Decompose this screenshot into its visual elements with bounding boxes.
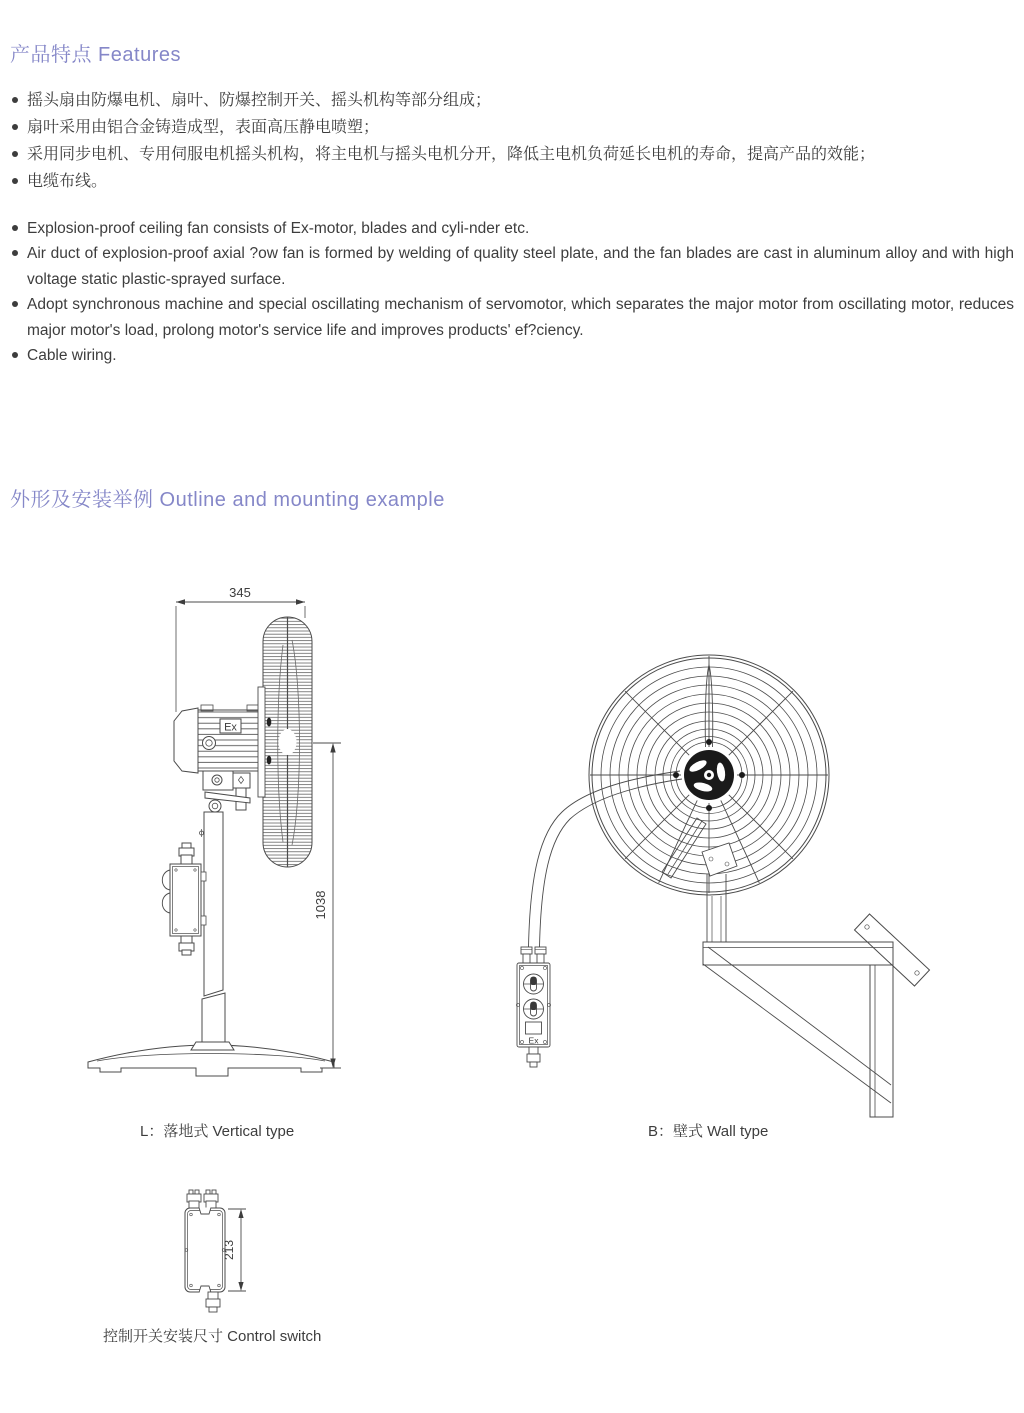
- features-section-title: 产品特点 Features: [10, 44, 181, 66]
- motor-front-cap: [174, 708, 198, 773]
- mounting-plate: [855, 914, 930, 986]
- dimension-width-value: 345: [229, 585, 251, 600]
- en-bullet-3: Adopt synchronous machine and special oscillating mechanism of servomotor, which separates the major motor from oscillating motor, reduces major motor's load, prolong motor's service life and improves products' ef?ciency.: [10, 292, 1014, 343]
- base-collar: [191, 1042, 234, 1050]
- dimension-switch-value: 213: [222, 1239, 236, 1261]
- switch-ex-mark: Ex: [528, 1035, 539, 1046]
- switch-knob-2: [524, 999, 544, 1019]
- dimension-height-1038: [313, 743, 341, 1068]
- pedestal-control-box: [162, 843, 206, 955]
- fan-guard-side: [258, 617, 312, 867]
- technical-drawings: [0, 570, 1024, 1330]
- fan-motor: [174, 705, 262, 773]
- en-bullet-4: Cable wiring.: [10, 343, 1014, 368]
- cn-bullet-2: 扇叶采用由铝合金铸造成型，表面高压静电喷塑；: [10, 114, 1012, 141]
- cn-bullet-3: 采用同步电机、专用伺服电机摇头机构，将主电机与摇头电机分开，降低主电机负荷延长电机的寿命，提高产品的效能；: [10, 141, 1012, 168]
- wall-bracket: [703, 914, 930, 1117]
- cn-bullet-1: 摇头扇由防爆电机、扇叶、防爆控制开关、摇头机构等部分组成；: [10, 87, 1012, 114]
- en-bullet-2: Air duct of explosion-proof axial ?ow fan is formed by welding of quality steel plate, and the fan blades are cast in aluminum alloy and with high voltage static plastic-sprayed surface.: [10, 241, 1014, 292]
- outline-section-title: 外形及安装举例 Outline and mounting example: [10, 489, 445, 511]
- switch-window: [526, 1022, 542, 1034]
- wall-type-label: B：壁式 Wall type: [648, 1123, 769, 1140]
- features-english-bullet-list: [10, 216, 1014, 368]
- dimension-switch-213: [222, 1209, 246, 1291]
- fan-pole-lower: [202, 993, 225, 1042]
- oscillating-mechanism: [203, 771, 250, 812]
- features-chinese-bullet-list: [10, 87, 1012, 195]
- switch-knob-1: [524, 974, 544, 994]
- vertical-fan-drawing: [88, 585, 341, 1076]
- cn-bullet-4: 电缆布线。: [10, 168, 1012, 195]
- fan-pole-upper: [204, 812, 223, 996]
- control-switch-drawing: [185, 1190, 246, 1312]
- control-switch-label: 控制开关安装尺寸 Control switch: [103, 1328, 322, 1345]
- en-bullet-1: Explosion-proof ceiling fan consists of Ex-motor, blades and cyli-nder etc.: [10, 216, 1014, 241]
- motor-ex-mark: Ex: [224, 721, 237, 734]
- dimension-height-value: 1038: [313, 890, 328, 920]
- wall-control-box: [516, 947, 550, 1067]
- vertical-type-label: L：落地式 Vertical type: [140, 1123, 295, 1140]
- wall-fan-drawing: [516, 655, 929, 1117]
- power-cable: [529, 771, 683, 947]
